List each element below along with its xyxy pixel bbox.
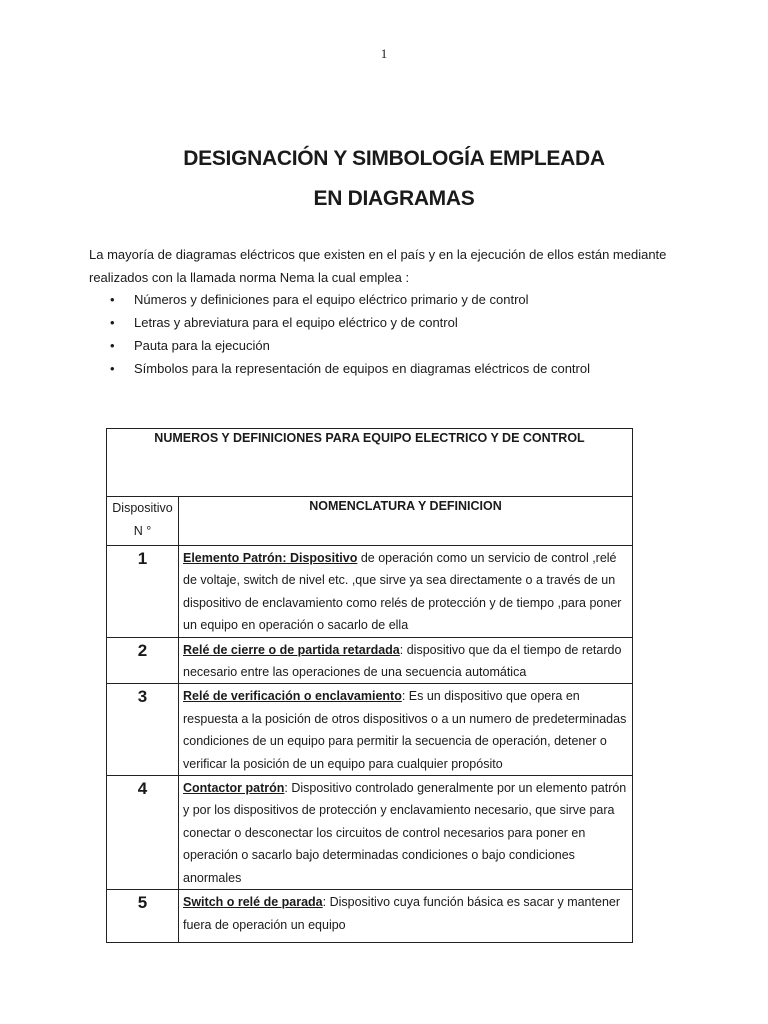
table-title-text: NUMEROS Y DEFINICIONES PARA EQUIPO ELECTRICO Y DE CONTROL: [154, 431, 585, 445]
bullet-item: • Números y definiciones para el equipo eléctrico primario y de control: [110, 290, 590, 313]
device-term: Contactor patrón: [183, 781, 285, 796]
device-term: Relé de verificación o enclavamiento: [183, 689, 402, 704]
device-term: Relé de cierre o de partida retardada: [183, 642, 400, 657]
device-number: 1: [107, 546, 179, 638]
device-description: : Dispositivo controlado generalmente por un elemento patrón y por los dispositivos de protección y enclavamiento necesario, que sirve para conectar o desconectar los circuitos de control necesarios para poner en operación o sacarlo bajo determinadas condiciones o bajo condiciones anormales: [183, 781, 627, 885]
device-number: 2: [107, 637, 179, 684]
device-definition: [179, 890, 633, 943]
device-description: de operación como un servicio de control ,relé de voltaje, switch de nivel etc. ,que sirve ya sea directamente o a través de un dispositivo de enclavamiento como relés de protección y de tiempo ,para poner un equipo en operación o sacarlo de ella: [183, 551, 622, 633]
table-row: [107, 546, 633, 638]
device-number: 4: [107, 776, 179, 890]
device-definition: [179, 776, 633, 890]
column-header-device-line2: N °: [133, 524, 152, 538]
device-description: : Es un dispositivo que opera en respuesta a la posición de otros dispositivos o a un numero de predeterminadas condiciones de un equipo para permitir la secuencia de operación, detener o verificar la posición de un equipo para cualquier propósito: [183, 689, 627, 771]
page-number: 1: [380, 46, 388, 61]
table-title: [107, 429, 633, 497]
device-definition: [179, 546, 633, 638]
bullet-item: • Pauta para la ejecución: [110, 336, 590, 359]
device-term: Switch o relé de parada: [183, 895, 323, 910]
device-definition: [179, 684, 633, 776]
bullet-item: • Símbolos para la representación de equipos en diagramas eléctricos de control: [110, 359, 590, 382]
column-header-device: [107, 497, 179, 546]
intro-paragraph: La mayoría de diagramas eléctricos que existen en el país y en la ejecución de ellos están mediante realizados con la llamada norma Nema la cual emplea :: [89, 247, 667, 285]
device-definition: [179, 637, 633, 684]
bullet-list: [110, 290, 590, 382]
device-number: 5: [107, 890, 179, 943]
column-header-nomenclature: NOMENCLATURA Y DEFINICION: [179, 497, 633, 546]
bullet-item: • Letras y abreviatura para el equipo eléctrico y de control: [110, 313, 590, 336]
table-row: [107, 684, 633, 776]
table-row: [107, 637, 633, 684]
device-number: 3: [107, 684, 179, 776]
device-description: : Dispositivo cuya función básica es sacar y mantener fuera de operación un equipo: [183, 895, 621, 932]
table-row: [107, 776, 633, 890]
device-term: Elemento Patrón: Dispositivo: [183, 551, 358, 565]
device-description: : dispositivo que da el tiempo de retardo necesario entre las operaciones de una secuencia automática: [183, 642, 622, 680]
page-title-line-1: DESIGNACIÓN Y SIMBOLOGÍA EMPLEADA: [183, 147, 605, 170]
column-header-device-line1: Dispositivo: [112, 501, 173, 515]
table-row: [107, 890, 633, 943]
definitions-table: [106, 428, 633, 943]
page-title-line-2: EN DIAGRAMAS: [313, 187, 475, 210]
